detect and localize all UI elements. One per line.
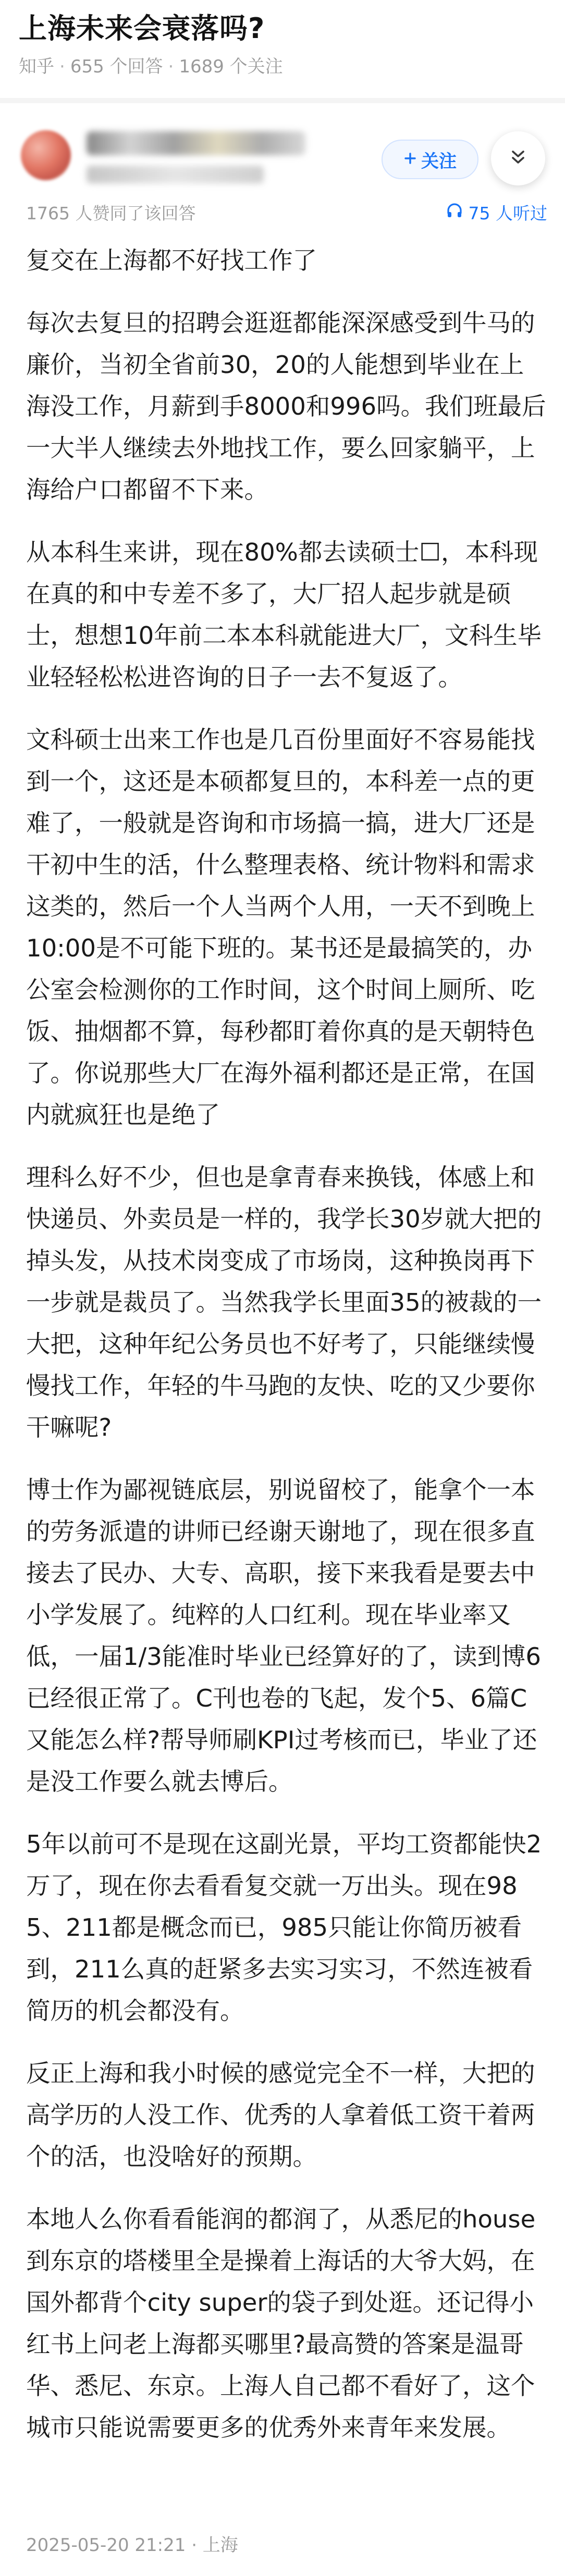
meta-separator: · — [168, 56, 174, 77]
question-title[interactable]: 上海未来会衰落吗? — [19, 12, 265, 45]
avatar[interactable] — [21, 130, 71, 180]
answer-count[interactable]: 655 个回答 — [70, 56, 163, 77]
answer-paragraph: 每次去复旦的招聘会逛逛都能深深感受到牛马的廉价，当初全省前30，20的人能想到毕业在上海没工作，月薪到手8000和996吗。我们班最后一大半人继续去外地找工作，要么回家躺平，上海给户口都留不下来。 — [26, 309, 546, 504]
answer-paragraph: 本地人么你看看能润的都润了，从悉尼的house到东京的塔楼里全是操着上海话的大爷大妈，在国外都背个city super的袋子到处逛。还记得小红书上问老上海都买哪里?最高赞的答案是温哥华、悉尼、东京。上海人自己都不看好了，这个城市只能说需要更多的优秀外来青年来发展。 — [26, 2205, 536, 2442]
answer-timestamp: 2025-05-20 21:21 · 上海 — [26, 2535, 238, 2556]
answer-heading: 复交在上海都不好找工作了 — [26, 246, 317, 275]
upvote-count: 1765 人赞同了该回答 — [26, 203, 196, 223]
section-divider — [0, 98, 565, 103]
collapse-button[interactable] — [491, 131, 545, 185]
answer-stats-row — [26, 200, 547, 227]
source-label: 知乎 — [19, 56, 54, 77]
question-meta — [19, 52, 550, 81]
author-name-redacted[interactable] — [87, 131, 305, 155]
plus-icon — [403, 149, 417, 170]
answer-paragraph: 理科么好不少，但也是拿青春来换钱，体感上和快递员、外卖员是一样的，我学长30岁就大把的掉头发，从技术岗变成了市场岗，这种换岗再下一步就是裁员了。当然我学长里面35的被裁的一大把，这种年纪公务员也不好考了，只能继续慢慢找工作，年轻的牛马跑的友快、吃的又少要你干嘛呢? — [26, 1163, 542, 1441]
answer-paragraph: 反正上海和我小时候的感觉完全不一样，大把的高学历的人没工作、优秀的人拿着低工资干着两个的活，也没啥好的预期。 — [26, 2059, 535, 2171]
meta-separator: · — [59, 56, 65, 77]
listen-button[interactable] — [446, 200, 547, 227]
answer-paragraph: 文科硕士出来工作也是几百份里面好不容易能找到一个，这还是本硕都复旦的，本科差一点的更难了，一般就是咨询和市场搞一搞，进大厂还是干初中生的活，什么整理表格、统计物料和需求这类的，然后一个人当两个人用，一天不到晚上10:00是不可能下班的。某书还是最搞笑的，办公室会检测你的工作时间，这个时间上厕所、吃饭、抽烟都不算，每秒都盯着你真的是天朝特色了。你说那些大厂在海外福利都还是正常，在国内就疯狂也是绝了 — [26, 726, 535, 1129]
author-row — [21, 117, 547, 195]
author-bio-redacted — [87, 166, 264, 183]
answer-paragraph: 5年以前可不是现在这副光景，平均工资都能快2万了，现在你去看看复交就一万出头。现在985、211都是概念而已，985只能让你简历被看到，211么真的赶紧多去实习实习，不然连被看简历的机会都没有。 — [26, 1830, 542, 2025]
answer-paragraph: 从本科生来讲，现在80%都去读硕士☐，本科现在真的和中专差不多了，大厂招人起步就是硕士，想想10年前二本本科就能进大厂，文科生毕业轻轻松松进咨询的日子一去不复返了。 — [26, 538, 542, 691]
follow-label: 关注 — [421, 151, 457, 172]
answer-paragraph: 博士作为鄙视链底层，别说留校了，能拿个一本的劳务派遣的讲师已经谢天谢地了，现在很多直接去了民办、大专、高职，接下来我看是要去中小学发展了。纯粹的人口红利。现在毕业率又低，一届1/3能准时毕业已经算好的了，读到博6已经很正常了。C刊也卷的飞起，发个5、6篇C又能怎么样?帮导师刷KPI过考核而已，毕业了还是没工作要么就去博后。 — [26, 1476, 541, 1796]
answer-body — [26, 240, 547, 2469]
question-header[interactable] — [19, 7, 550, 81]
listen-count: 75 人听过 — [468, 203, 547, 223]
follow-button[interactable] — [382, 140, 478, 179]
chevron-down-icon — [509, 147, 527, 170]
follower-count: 1689 个关注 — [179, 56, 283, 77]
headphones-icon — [446, 200, 463, 227]
